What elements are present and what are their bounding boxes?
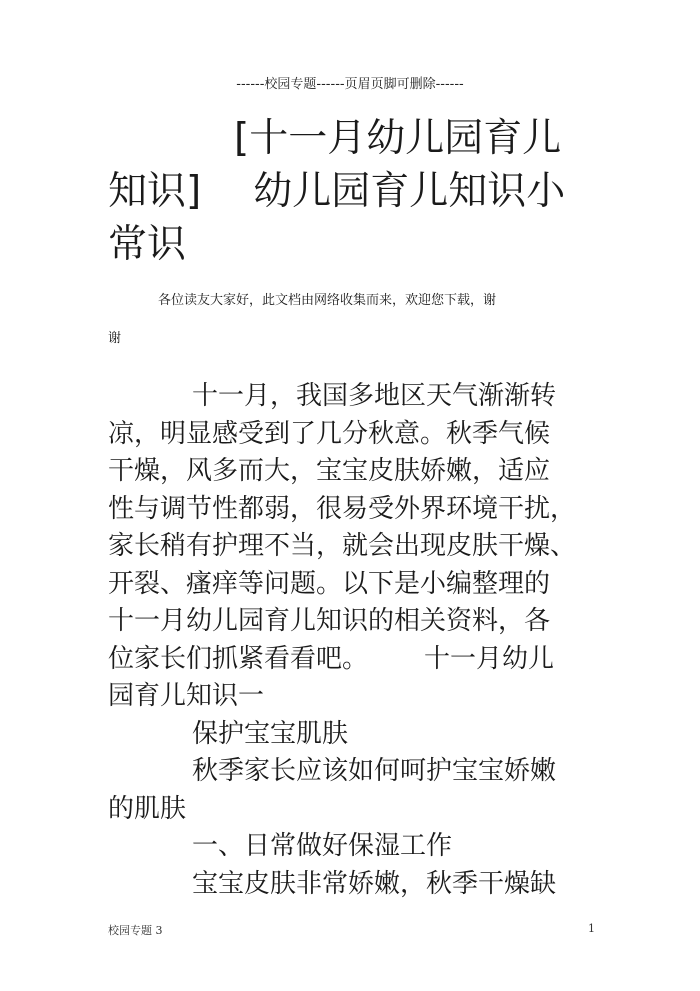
- subsection-heading: 一、日常做好保湿工作: [192, 831, 453, 861]
- body-line-part: 十一月幼儿: [424, 643, 555, 674]
- document-title: [108, 112, 598, 271]
- body-line: 园育儿知识一: [108, 681, 265, 711]
- body-line: 十一月幼儿园育儿知识的相关资料，各: [108, 606, 551, 636]
- body-line: 宝宝皮肤非常娇嫩，秋季干燥缺: [192, 868, 557, 899]
- body-line: 性与调节性都弱，很易受外界环境干扰，: [108, 493, 577, 524]
- body-line: [108, 641, 598, 679]
- title-line-2: [108, 165, 598, 218]
- body-line: 的肌肤: [108, 793, 187, 824]
- body-line: 秋季家长应该如何呵护宝宝娇嫩: [192, 756, 557, 786]
- intro-line-1: 各位读友大家好，此文档由网络收集而来，欢迎您下载，谢: [158, 293, 497, 308]
- body-line: 开裂、瘙痒等问题。以下是小编整理的: [108, 568, 551, 599]
- title-line-2a: 知识]: [108, 169, 202, 214]
- page-header: ------校园专题------页眉页脚可删除------: [236, 77, 464, 92]
- title-line-2b: 幼儿园育儿知识小: [253, 169, 566, 214]
- footer-label: 校园专题 3: [108, 924, 163, 937]
- body-text: [108, 378, 598, 903]
- intro-paragraph: [108, 282, 594, 358]
- body-line: 家长稍有护理不当，就会出现皮肤干燥、: [108, 531, 577, 561]
- intro-line-2: 谢: [108, 331, 122, 346]
- body-line-part: 位家长们抓紧看看吧。: [108, 643, 369, 674]
- title-line-3: 常识: [108, 222, 187, 267]
- title-line-1: [十一月幼儿园育儿: [234, 116, 562, 161]
- body-line: 凉，明显感受到了几分秋意。秋季气候: [108, 418, 551, 449]
- section-heading: 保护宝宝肌肤: [192, 718, 349, 749]
- page-number: 1: [588, 922, 595, 935]
- body-line: 干燥，风多而大，宝宝皮肤娇嫩，适应: [108, 456, 551, 486]
- body-line: 十一月，我国多地区天气渐渐转: [192, 381, 557, 411]
